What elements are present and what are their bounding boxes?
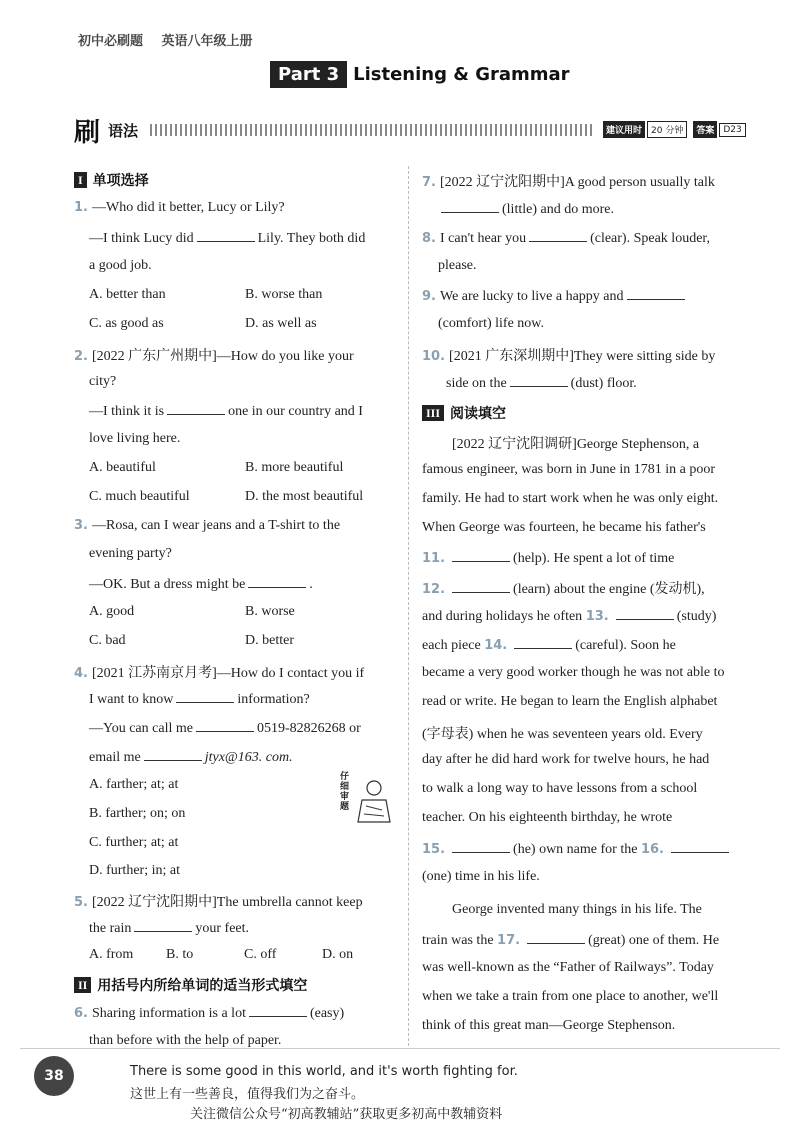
answer-blank[interactable] <box>248 575 306 588</box>
passage-line: day after he did hard work for twelve hours, he had <box>422 752 710 767</box>
answer-blank[interactable] <box>514 636 572 649</box>
passage-text: and during holidays he often <box>422 609 583 624</box>
question-number: 3. <box>74 518 88 533</box>
option-c[interactable]: C. off <box>244 947 277 962</box>
question-text: (dust) floor. <box>570 376 637 391</box>
question-line <box>89 402 363 420</box>
passage-line <box>422 636 676 654</box>
section-number: II <box>74 977 91 993</box>
passage-line: (one) time in his life. <box>422 869 540 884</box>
question-text: your feet. <box>195 921 250 936</box>
blank-number: 11. <box>422 551 446 566</box>
passage-line <box>422 578 705 598</box>
question-text: information? <box>237 692 310 707</box>
option-a[interactable]: A. from <box>89 947 134 962</box>
question-line <box>438 200 614 218</box>
question-line: evening party? <box>89 546 172 561</box>
question-line: city? <box>89 374 117 389</box>
blank-number: 17. <box>497 933 521 948</box>
question-text: side on the <box>446 376 507 391</box>
answer-blank[interactable] <box>249 1004 307 1017</box>
question-number: 10. <box>422 349 446 364</box>
question-text: —I think Lucy did <box>89 231 194 246</box>
passage-line: [2022 辽宁沈阳调研]George Stephenson, a <box>452 437 700 452</box>
question-number: 5. <box>74 895 88 910</box>
option-a[interactable]: A. better than <box>89 287 166 302</box>
passage-line: became a very good worker though he was not able to <box>422 665 725 680</box>
question-1 <box>74 200 285 216</box>
question-line: (comfort) life now. <box>438 316 544 331</box>
passage-text: (great) one of them. He <box>588 933 720 948</box>
question-number: 8. <box>422 231 436 246</box>
part-title-bar <box>270 58 570 90</box>
option-a[interactable]: A. beautiful <box>89 460 156 475</box>
section-big-char: 刷 <box>74 118 101 148</box>
answer-blank[interactable] <box>527 931 585 944</box>
question-number: 1. <box>74 200 88 215</box>
passage-text: (careful). Soon he <box>575 638 676 653</box>
answer-blank[interactable] <box>144 748 202 761</box>
question-text: —OK. But a dress might be <box>89 577 246 592</box>
passage-line: to walk a long way to have lessons from a school <box>422 781 698 796</box>
blank-number: 12. <box>422 582 446 597</box>
question-3 <box>74 518 340 534</box>
question-10 <box>422 345 715 365</box>
blank-number: 13. <box>585 609 609 624</box>
answer-blank[interactable] <box>671 840 729 853</box>
passage-text: (learn) about the engine (发动机), <box>513 582 705 597</box>
option-b[interactable]: B. to <box>166 947 194 962</box>
time-value: 20 分钟 <box>647 121 687 138</box>
question-line: please. <box>438 258 477 273</box>
option-d[interactable]: D. the most beautiful <box>245 489 364 504</box>
reading-figure-icon <box>340 772 400 832</box>
passage-line <box>422 549 674 567</box>
passage-line: family. He had to start work when he was only eight. <box>422 491 719 506</box>
question-text: Lily. They both did <box>257 231 366 246</box>
option-d[interactable]: D. on <box>322 947 354 962</box>
section-title-text: 单项选择 <box>92 173 149 189</box>
question-text: Sharing information is a lot <box>91 1006 246 1021</box>
subject-name: 英语八年级上册 <box>161 34 253 49</box>
part-title: Listening & Grammar <box>353 63 570 85</box>
stamp-text: 仔细审题 <box>340 772 350 812</box>
question-text: [2022 辽宁沈阳期中]The umbrella cannot keep <box>91 895 363 910</box>
option-a[interactable]: A. farther; at; at <box>89 777 179 792</box>
passage-line: (字母表) when he was seventeen years old. Every <box>422 727 703 742</box>
option-a[interactable]: A. good <box>89 604 135 619</box>
question-text: 0519-82826268 or <box>256 721 361 736</box>
section-title: 语法 <box>108 122 139 140</box>
question-line <box>89 719 361 737</box>
blank-number: 16. <box>640 842 664 857</box>
option-d[interactable]: D. as well as <box>245 316 317 331</box>
question-9 <box>422 287 688 305</box>
book-name: 初中必刷题 <box>78 34 144 49</box>
footer-quote-cn: 这世上有一些善良，值得我们为之奋斗。 <box>130 1087 365 1102</box>
answer-blank[interactable] <box>616 607 674 620</box>
question-number: 2. <box>74 349 88 364</box>
question-number: 9. <box>422 289 436 304</box>
section-1-heading <box>74 170 149 190</box>
question-text: We are lucky to live a happy and <box>439 289 624 304</box>
question-text: [2022 广东广州期中]—How do you like your <box>91 349 354 364</box>
option-d[interactable]: D. further; in; at <box>89 863 180 878</box>
option-c[interactable]: C. bad <box>89 633 126 648</box>
option-d[interactable]: D. better <box>245 633 294 648</box>
question-5 <box>74 891 363 911</box>
question-text: the rain <box>89 921 132 936</box>
section-number: III <box>422 405 444 421</box>
question-text: I want to know <box>89 692 174 707</box>
question-4 <box>74 662 364 682</box>
question-line <box>446 374 637 392</box>
question-text: . <box>309 577 313 592</box>
question-text: [2021 江苏南京月考]—How do I contact you if <box>91 666 365 681</box>
section-title-text: 阅读填空 <box>450 406 507 422</box>
answer-blank[interactable] <box>196 719 254 732</box>
answer-blank[interactable] <box>452 840 510 853</box>
option-c[interactable]: C. as good as <box>89 316 164 331</box>
passage-line: when we take a train from one place to another, we'll <box>422 989 719 1004</box>
option-c[interactable]: C. further; at; at <box>89 835 179 850</box>
column-divider <box>408 166 409 1046</box>
answer-blank[interactable] <box>167 402 225 415</box>
question-line <box>89 748 293 766</box>
question-text: (little) and do more. <box>502 202 614 217</box>
question-text: (easy) <box>309 1006 345 1021</box>
book-series-label <box>78 30 267 49</box>
section-number: I <box>74 172 87 188</box>
answer-page: D23 <box>719 123 745 137</box>
question-6 <box>74 1004 344 1022</box>
passage-line: was well-known as the “Father of Railways”. Today <box>422 960 714 975</box>
question-line: love living here. <box>89 431 181 446</box>
question-8 <box>422 229 710 247</box>
footer-quote-en: There is some good in this world, and it's worth fighting for. <box>130 1064 518 1079</box>
question-text: I can't hear you <box>439 231 527 246</box>
question-number: 7. <box>422 175 436 190</box>
answer-blank[interactable] <box>197 229 255 242</box>
question-text: email me <box>89 750 141 765</box>
option-c[interactable]: C. much beautiful <box>89 489 190 504</box>
question-line <box>89 575 313 593</box>
section-title-text: 用括号内所给单词的适当形式填空 <box>97 978 308 994</box>
question-line <box>89 919 249 937</box>
question-line <box>89 229 365 247</box>
answer-blank[interactable] <box>134 919 192 932</box>
option-b[interactable]: B. worse than <box>245 287 323 302</box>
careful-reading-stamp <box>340 772 400 832</box>
passage-text: (he) own name for the <box>513 842 638 857</box>
answer-blank[interactable] <box>627 287 685 300</box>
passage-text: train was the <box>422 933 494 948</box>
question-text: —I think it is <box>89 404 165 419</box>
part-number-box: Part 3 <box>270 61 347 88</box>
email-text: jtyx@163. com. <box>204 750 293 765</box>
option-b[interactable]: B. more beautiful <box>245 460 344 475</box>
passage-line <box>422 607 716 625</box>
answer-blank[interactable] <box>441 200 499 213</box>
option-b[interactable]: B. farther; on; on <box>89 806 186 821</box>
time-label: 建议用时 <box>603 121 645 138</box>
answer-blank[interactable] <box>176 690 234 703</box>
passage-text: (study) <box>676 609 717 624</box>
passage-text: each piece <box>422 638 481 653</box>
blank-number: 15. <box>422 842 446 857</box>
passage-line: George invented many things in his life. The <box>452 902 702 917</box>
question-text: —Rosa, can I wear jeans and a T-shirt to the <box>91 518 341 533</box>
question-text: —You can call me <box>89 721 193 736</box>
passage-text: (help). He spent a lot of time <box>513 551 675 566</box>
option-b[interactable]: B. worse <box>245 604 295 619</box>
blank-number: 14. <box>484 638 508 653</box>
answer-blank[interactable] <box>452 549 510 562</box>
question-line: than before with the help of paper. <box>89 1033 282 1048</box>
question-7 <box>422 171 715 191</box>
question-line: a good job. <box>89 258 152 273</box>
footer-rule <box>20 1048 780 1049</box>
passage-line <box>422 840 732 858</box>
passage-line: read or write. He began to learn the English alphabet <box>422 694 718 709</box>
passage-line: When George was fourteen, he became his father's <box>422 520 706 535</box>
passage-line: teacher. On his eighteenth birthday, he wrote <box>422 810 673 825</box>
question-number: 4. <box>74 666 88 681</box>
question-text: [2021 广东深圳期中]They were sitting side by <box>449 349 716 364</box>
time-answer-box <box>603 121 746 138</box>
question-text: [2022 辽宁沈阳期中]A good person usually talk <box>439 175 715 190</box>
question-2 <box>74 345 354 365</box>
answer-blank[interactable] <box>452 580 510 593</box>
answer-label: 答案 <box>693 121 717 138</box>
question-line <box>89 690 310 708</box>
question-text: (clear). Speak louder, <box>590 231 711 246</box>
question-text: one in our country and I <box>228 404 363 419</box>
page-number: 38 <box>34 1056 74 1096</box>
question-number: 6. <box>74 1006 88 1021</box>
question-text: —Who did it better, Lucy or Lily? <box>91 200 285 215</box>
footer-ad: 关注微信公众号“初高教辅站”获取更多初高中教辅资料 <box>190 1107 503 1122</box>
answer-blank[interactable] <box>529 229 587 242</box>
answer-blank[interactable] <box>510 374 568 387</box>
passage-line: famous engineer, was born in June in 1781 in a poor <box>422 462 715 477</box>
passage-line <box>422 931 719 949</box>
section-2-heading <box>74 975 307 995</box>
passage-line: think of this great man—George Stephenson. <box>422 1018 676 1033</box>
decorative-stripe <box>150 124 595 136</box>
section-3-heading <box>422 403 506 423</box>
